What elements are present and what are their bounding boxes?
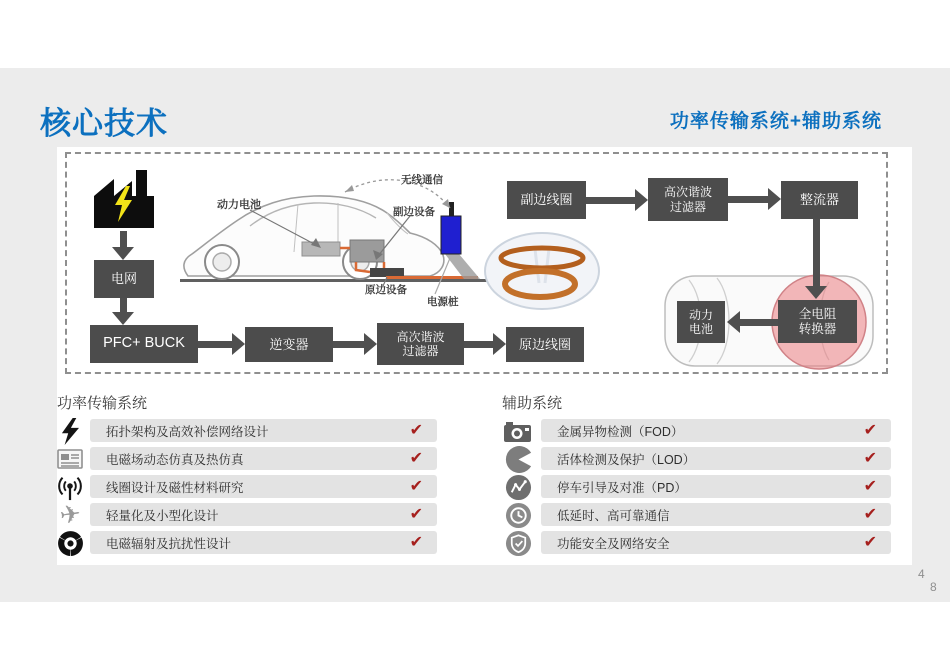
camera-icon [498,418,538,444]
flow-arrow [727,311,778,333]
flow-box-grid: 电网 [94,260,154,298]
aux-system-item: 功能安全及网络安全 ✔ [541,531,891,554]
flow-box-pfc-buck: PFC+ BUCK [90,325,198,363]
flow-box-harmonic-filter-secondary: 高次谐波 过滤器 [648,178,728,221]
secondary-device-sketch [350,240,384,262]
charging-pile-label: 电源桩 [427,296,459,308]
factory-grid-icon [90,166,158,230]
page-title: 核心技术 [40,106,168,141]
flow-arrow [198,333,245,355]
page-subtitle: 功率传输系统+辅助系统 [669,111,882,132]
low-latency-clock-icon [498,502,538,528]
aux-system-heading: 辅助系统 [502,395,563,412]
battery-box-sketch [302,242,340,256]
flow-box-power-battery: 动力 电池 [677,301,725,343]
flow-box-secondary-coil: 副边线圈 [507,181,586,219]
radiation-icon [50,530,90,556]
flow-arrow [464,333,506,355]
check-icon: ✔ [863,534,877,551]
ground-line [180,279,492,282]
power-battery-label: 动力电池 [217,199,261,211]
check-icon: ✔ [863,506,877,523]
aux-system-item: 停车引导及对准（PD） ✔ [541,475,891,498]
flow-arrow [805,219,827,299]
check-icon: ✔ [409,506,423,523]
aux-system-item: 低延时、高可靠通信 ✔ [541,503,891,526]
charging-pile-sketch [441,216,461,254]
flow-arrow [112,298,134,325]
check-icon: ✔ [409,450,423,467]
pacman-icon [498,446,538,472]
secondary-device-label: 副边设备 [393,206,435,218]
power-system-item: 电磁辐射及抗扰性设计 ✔ [90,531,437,554]
simulation-doc-icon [50,446,90,472]
check-icon: ✔ [409,478,423,495]
power-system-item: 电磁场动态仿真及热仿真 ✔ [90,447,437,470]
power-system-item: 拓扑架构及高效补偿网络设计 ✔ [90,419,437,442]
security-shield-icon [498,530,538,556]
primary-pad-sketch [370,268,404,277]
flow-box-primary-coil: 原边线圈 [506,327,584,362]
flow-arrow [333,333,377,355]
aux-system-item: 活体检测及保护（LOD） ✔ [541,447,891,470]
check-icon: ✔ [863,478,877,495]
flow-arrow [728,188,781,210]
parking-guide-icon [498,474,538,500]
check-icon: ✔ [409,422,423,439]
power-system-item: 线圈设计及磁性材料研究 ✔ [90,475,437,498]
wireless-comm-label: 无线通信 [401,174,443,186]
flow-box-harmonic-filter-primary: 高次谐波 过滤器 [377,323,464,365]
power-system-item: 轻量化及小型化设计 ✔ [90,503,437,526]
coil-broadcast-icon [50,474,90,500]
car-side-view-drawing [180,168,498,313]
power-system-heading: 功率传输系统 [57,395,148,412]
flow-arrow [112,231,134,260]
check-icon: ✔ [863,450,877,467]
airplane-icon: ✈ [57,499,83,530]
flow-box-full-resistance-converter: 全电阻 转换器 [778,300,857,343]
check-icon: ✔ [863,422,877,439]
flow-box-rectifier: 整流器 [781,181,858,219]
aux-system-item: 金属异物检测（FOD） ✔ [541,419,891,442]
flow-box-inverter: 逆变器 [245,327,333,362]
check-icon: ✔ [409,534,423,551]
page-number: 8 [930,580,937,594]
primary-device-label: 原边设备 [365,284,407,296]
bolt-icon [50,418,90,444]
flow-arrow [586,189,648,211]
page-number: 4 [918,567,925,581]
coil-pad-drawing [483,231,601,311]
